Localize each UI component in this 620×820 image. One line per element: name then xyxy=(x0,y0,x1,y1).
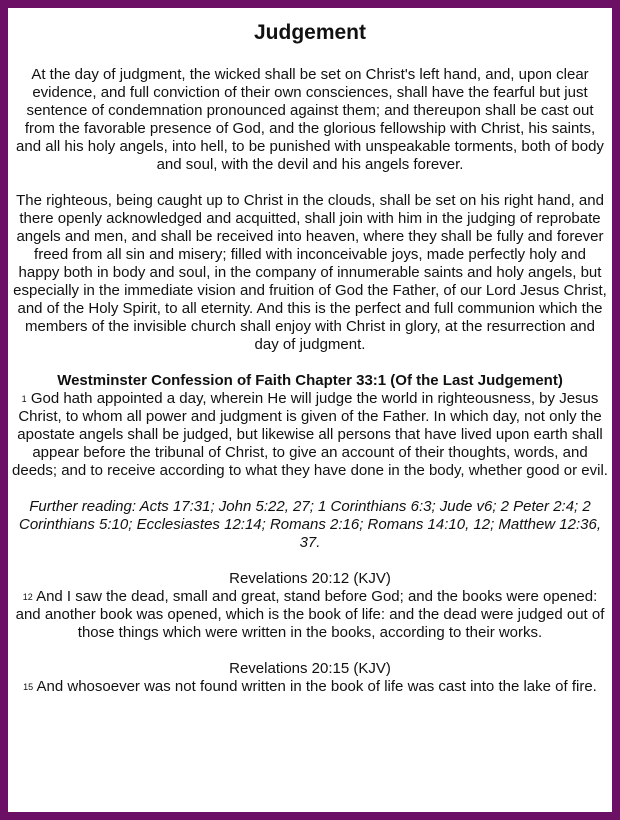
confession-verse-number: 1 xyxy=(21,394,27,404)
confession-heading: Westminster Confession of Faith Chapter 33:1 (Of the Last Judgement) xyxy=(57,372,563,389)
page-title: Judgement xyxy=(253,21,366,44)
verse-number-2: 15 xyxy=(23,682,34,692)
paragraph-righteous: The righteous, being caught up to Christ in the clouds, shall be set on his right hand, and there openly acknowledged and acquitted, shall join with him in the judging of reprobate angels and men, and shall be received into heaven, where they shall be fully and forever freed from all sin and misery; filled with inconceivable joys, made perfectly holy and happy both in body and soul, in the company of innumerable saints and holy angels, but especially in the immediate vision and fruition of God the Father, of our Lord Jesus Christ, and of the Holy Spirit, to all eternity. And this is the perfect and full communion which the members of the invisible church shall enjoy with Christ in glory, at the resurrection and day of judgment. xyxy=(13,192,607,353)
verse-text-1: And I saw the dead, small and great, stand before God; and the books were opened: and another book was opened, which is the book of life: and the dead were judged out of those things which were written in the books, according to their works. xyxy=(15,588,605,641)
paragraph-wicked: At the day of judgment, the wicked shall be set on Christ's left hand, and, upon clear evidence, and full conviction of their own consciences, shall have the fearful but just sentence of condemnation pronounced against them; and thereupon shall be cast out from the favorable presence of God, and the glorious fellowship with Christ, his saints, and all his holy angels, into hell, to be punished with unspeakable torments, both of body and soul, with the devil and his angels forever. xyxy=(16,66,604,173)
verse-reference-2: Revelations 20:15 (KJV) xyxy=(229,660,391,677)
verse-number-1: 12 xyxy=(22,592,33,602)
verse-body-1 xyxy=(12,588,608,642)
confession-section xyxy=(12,372,608,480)
verse-section-1 xyxy=(12,570,608,642)
verse-section-2 xyxy=(12,660,608,696)
verse-reference-1: Revelations 20:12 (KJV) xyxy=(229,570,391,587)
further-reading: Further reading: Acts 17:31; John 5:22, 27; 1 Corinthians 6:3; Jude v6; 2 Peter 2:4; 2 Corinthians 5:10; Ecclesiastes 12:14; Romans 2:16; Romans 14:10, 12; Matthew 12:36, 37. xyxy=(19,498,601,551)
confession-text: God hath appointed a day, wherein He will judge the world in righteousness, by Jesus Christ, to whom all power and judgment is given of the Father. In which day, not only the apostate angels shall be judged, but likewise all persons that have lived upon earth shall appear before the tribunal of Christ, to give an account of their thoughts, words, and deeds; and to receive according to what they have done in the body, whether good or evil. xyxy=(12,390,608,479)
verse-body-2 xyxy=(12,678,608,696)
verse-text-2: And whosoever was not found written in the book of life was cast into the lake of fire. xyxy=(36,678,597,695)
document-page xyxy=(8,8,612,812)
confession-body xyxy=(12,390,608,480)
